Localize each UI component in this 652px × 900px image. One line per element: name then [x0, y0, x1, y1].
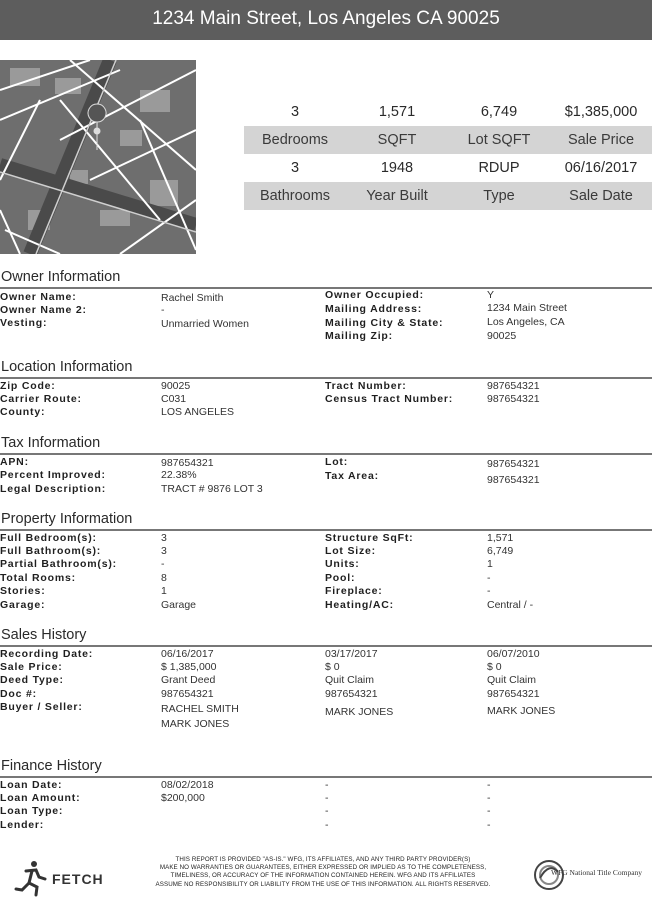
wfg-logo-text: WFG National Title Company [551, 868, 643, 877]
carrier-route-value: C031 [161, 393, 187, 405]
year-built-value: 1948 [380, 160, 414, 176]
loan3-lender: - [487, 819, 491, 831]
bathrooms-label: Bathrooms [259, 188, 331, 204]
percent-improved-value: 22.38% [161, 469, 197, 481]
sale-price-label: Sale Price [567, 132, 635, 148]
lot-label: Lot: [325, 456, 349, 468]
summary-values-row-1 [244, 98, 652, 126]
full-bedrooms-label: Full Bedroom(s): [0, 532, 97, 544]
total-rooms-value: 8 [161, 572, 167, 584]
garage-label: Garage: [0, 599, 46, 611]
sale2-doc: 987654321 [325, 688, 378, 700]
sale-price-value: $1,385,000 [564, 104, 638, 120]
county-value: LOS ANGELES [161, 406, 234, 418]
section-title: Location Information [0, 359, 652, 379]
sale2-deed: Quit Claim [325, 674, 375, 686]
owner-information-section [0, 269, 652, 343]
fetch-logo-text: FETCH [52, 871, 104, 887]
fireplace-value: - [487, 585, 491, 597]
aerial-map-image [0, 60, 196, 254]
sale1-deed: Grant Deed [161, 674, 216, 686]
sale3-price: $ 0 [487, 661, 502, 673]
sale1-date: 06/16/2017 [161, 648, 214, 660]
structure-sqft-value: 1,571 [487, 532, 514, 544]
tax-information-section [0, 435, 652, 499]
carrier-route-label: Carrier Route: [0, 393, 82, 405]
partial-bathrooms-label: Partial Bathroom(s): [0, 558, 117, 570]
owner-name2-label: Owner Name 2: [0, 304, 87, 316]
bathrooms-value: 3 [290, 160, 300, 176]
legal-description-value: TRACT # 9876 LOT 3 [161, 483, 263, 495]
section-title: Tax Information [0, 435, 652, 455]
bedrooms-value: 3 [290, 104, 300, 120]
units-label: Units: [325, 558, 360, 570]
owner-occupied-label: Owner Occupied: [325, 289, 424, 301]
pool-label: Pool: [325, 572, 356, 584]
loan-date-label: Loan Date: [0, 779, 63, 791]
lot-sqft-value: 6,749 [480, 104, 518, 120]
summary-labels-row-1 [244, 126, 652, 154]
loan1-date: 08/02/2018 [161, 779, 214, 791]
sale-date-label: Sale Date [569, 188, 633, 204]
section-title: Owner Information [0, 269, 652, 289]
owner-name2-value: - [161, 304, 165, 316]
sale3-doc: 987654321 [487, 688, 540, 700]
type-label: Type [483, 188, 515, 204]
sale3-buyer: MARK JONES [487, 705, 556, 717]
sale3-deed: Quit Claim [487, 674, 537, 686]
buyer-seller-label: Buyer / Seller: [0, 701, 83, 713]
sale1-price: $ 1,385,000 [161, 661, 217, 673]
type-value: RDUP [478, 160, 520, 176]
disclaimer-line: MAKE NO WARRANTIES OR GUARANTEES, EITHER EXPRESSED OR IMPLIED AS TO THE COMPLETENESS, [159, 864, 487, 872]
sale1-buyer: RACHEL SMITH [161, 703, 239, 715]
sale-date-value: 06/16/2017 [564, 160, 638, 176]
loan-type-label: Loan Type: [0, 805, 64, 817]
full-bedrooms-value: 3 [161, 532, 167, 544]
heating-ac-value: Central / - [487, 599, 534, 611]
census-tract-value: 987654321 [487, 393, 540, 405]
loan3-type: - [487, 805, 491, 817]
mailing-zip-value: 90025 [487, 330, 517, 342]
sale1-seller: MARK JONES [161, 718, 230, 730]
finance-history-section [0, 758, 652, 834]
property-information-section [0, 511, 652, 615]
sales-history-section [0, 627, 652, 747]
units-value: 1 [487, 558, 493, 570]
mailing-city-label: Mailing City & State: [325, 317, 444, 329]
report-header [0, 0, 652, 40]
loan3-date: - [487, 779, 491, 791]
full-bathrooms-value: 3 [161, 545, 167, 557]
sale2-date: 03/17/2017 [325, 648, 378, 660]
section-title: Property Information [0, 511, 652, 531]
heating-ac-label: Heating/AC: [325, 599, 394, 611]
vesting-value: Unmarried Women [161, 318, 249, 330]
mailing-zip-label: Mailing Zip: [325, 330, 393, 342]
disclaimer-line: TIMELINESS, OR ACCURACY OF THE INFORMATION CONTAINED HEREIN. WFG AND ITS AFFILIATES [170, 872, 476, 880]
loan2-lender: - [325, 819, 329, 831]
property-summary [244, 98, 652, 210]
loan2-amount: - [325, 792, 329, 804]
stories-value: 1 [161, 585, 167, 597]
sqft-label: SQFT [377, 132, 417, 148]
apn-label: APN: [0, 456, 29, 468]
loan1-amount: $200,000 [161, 792, 205, 804]
tax-area-value: 987654321 [487, 474, 540, 486]
tax-area-label: Tax Area: [325, 470, 379, 482]
disclaimer-line: THIS REPORT IS PROVIDED "AS-IS." WFG, ITS AFFILIATES, AND ANY THIRD PARTY PROVIDER(S) [175, 856, 471, 863]
disclaimer [118, 856, 528, 889]
sale2-buyer: MARK JONES [325, 706, 394, 718]
census-tract-label: Census Tract Number: [325, 393, 454, 405]
location-information-section [0, 359, 652, 423]
disclaimer-line: ASSUME NO RESPONSIBILITY OR LIABILITY FROM THE USE OF THIS INFORMATION. ALL RIGHTS RESERVED. [155, 880, 491, 888]
section-title: Sales History [0, 627, 652, 647]
lot-size-label: Lot Size: [325, 545, 376, 557]
total-rooms-label: Total Rooms: [0, 572, 76, 584]
fireplace-label: Fireplace: [325, 585, 383, 597]
property-address-title: 1234 Main Street, Los Angeles CA 90025 [152, 8, 500, 29]
loan-amount-label: Loan Amount: [0, 792, 81, 804]
tract-number-value: 987654321 [487, 380, 540, 392]
stories-label: Stories: [0, 585, 46, 597]
mailing-address-value: 1234 Main Street [487, 302, 567, 314]
tract-number-label: Tract Number: [325, 380, 407, 392]
summary-values-row-2 [244, 154, 652, 182]
partial-bathrooms-value: - [161, 558, 165, 570]
lot-sqft-label: Lot SQFT [467, 132, 531, 148]
county-label: County: [0, 406, 46, 418]
lot-size-value: 6,749 [487, 545, 514, 557]
mailing-city-value: Los Angeles, CA [487, 316, 565, 328]
sale1-doc: 987654321 [161, 688, 214, 700]
pool-value: - [487, 572, 491, 584]
owner-name-value: Rachel Smith [161, 292, 224, 304]
zip-code-label: Zip Code: [0, 380, 56, 392]
sqft-value: 1,571 [378, 104, 416, 120]
vesting-label: Vesting: [0, 317, 48, 329]
full-bathrooms-label: Full Bathroom(s): [0, 545, 102, 557]
apn-value: 987654321 [161, 457, 214, 469]
bedrooms-label: Bedrooms [261, 132, 329, 148]
doc-number-label: Doc #: [0, 688, 37, 700]
owner-occupied-value: Y [487, 289, 495, 301]
legal-description-label: Legal Description: [0, 483, 106, 495]
lender-label: Lender: [0, 819, 45, 831]
sale2-price: $ 0 [325, 661, 340, 673]
zip-code-value: 90025 [161, 380, 191, 392]
loan3-amount: - [487, 792, 491, 804]
summary-labels-row-2 [244, 182, 652, 210]
loan2-type: - [325, 805, 329, 817]
garage-value: Garage [161, 599, 197, 611]
percent-improved-label: Percent Improved: [0, 469, 106, 481]
year-built-label: Year Built [366, 188, 428, 204]
section-title: Finance History [0, 758, 652, 778]
sale3-date: 06/07/2010 [487, 648, 540, 660]
structure-sqft-label: Structure SqFt: [325, 532, 414, 544]
runner-icon [12, 857, 52, 897]
mailing-address-label: Mailing Address: [325, 303, 423, 315]
recording-date-label: Recording Date: [0, 648, 94, 660]
owner-name-label: Owner Name: [0, 291, 77, 303]
lot-value: 987654321 [487, 458, 540, 470]
sale-price-label: Sale Price: [0, 661, 63, 673]
loan2-date: - [325, 779, 329, 791]
deed-type-label: Deed Type: [0, 674, 64, 686]
